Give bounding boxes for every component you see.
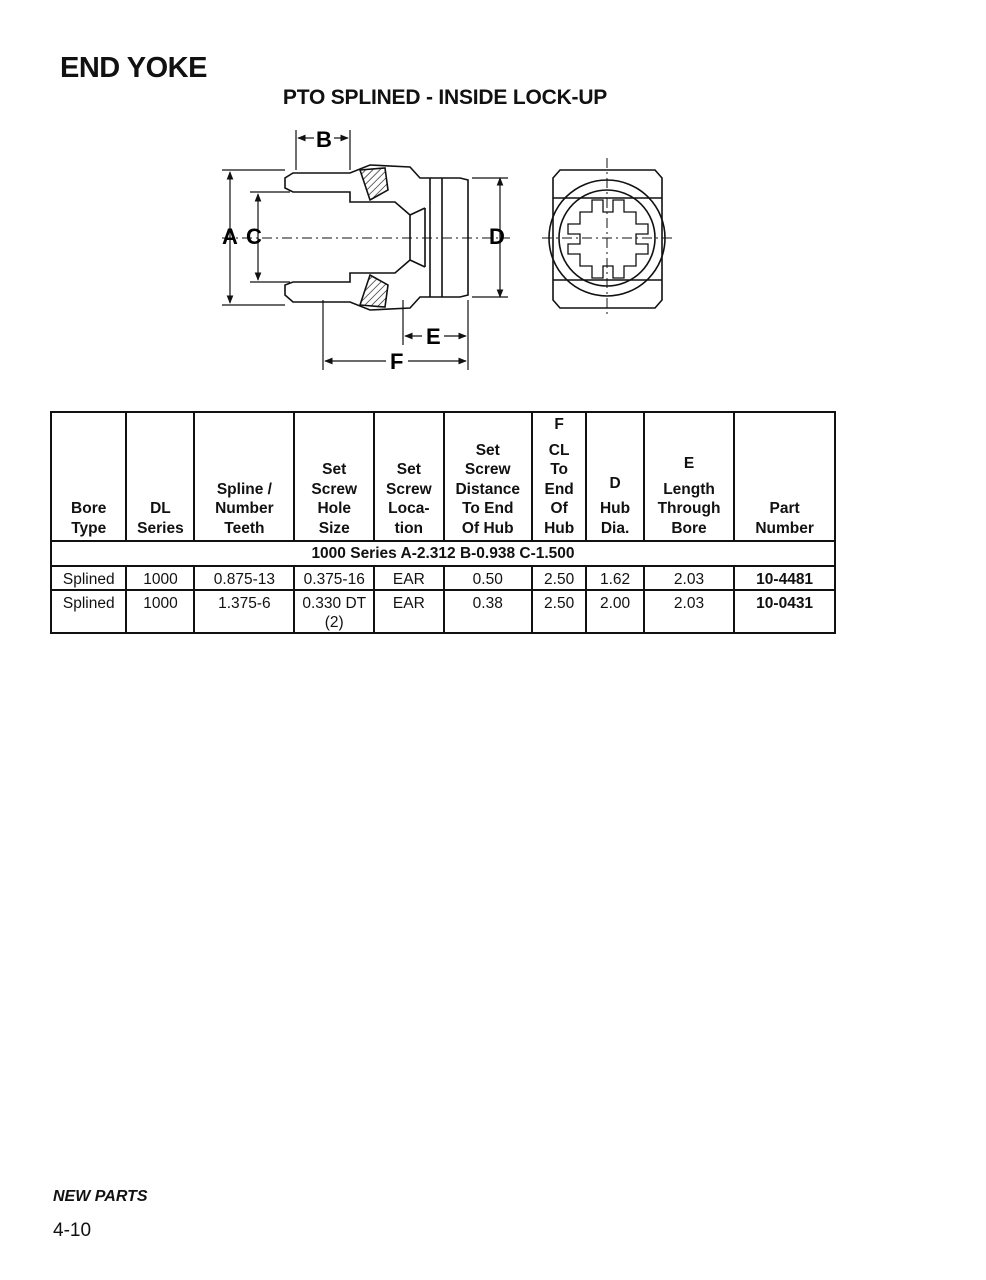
column-header [644,412,734,541]
column-header [126,412,194,541]
part-number-cell: 10-0431 [734,590,835,633]
column-label-line: Size [318,519,350,537]
column-label-line: Screw [464,461,511,478]
table-cell: 2.00 [586,590,644,633]
table-cell: 2.03 [644,590,734,633]
table-cell: 0.375-16 [294,566,374,590]
table-cell: 1000 [126,566,194,590]
table-row [51,590,835,633]
diagram-label-b: B [316,127,332,152]
column-code: F [554,416,564,433]
column-label-line: Screw [311,480,358,498]
column-label-line: Of Hub [461,519,514,537]
column-label-line: Teeth [224,519,265,537]
column-label-line: Through [657,500,721,517]
column-label-line: Set [475,441,500,459]
column-code: E [683,455,695,472]
dimension-lines [222,130,508,370]
column-header [294,412,374,541]
column-label-line: Hole [317,500,352,517]
side-view [222,165,510,310]
series-group-label: 1000 Series A-2.312 B-0.938 C-1.500 [51,541,835,566]
part-number-cell: 10-4481 [734,566,835,590]
column-label-line: DL [150,500,171,517]
column-label-line: Part [769,500,800,517]
column-label-line: Distance [455,480,521,498]
diagram-label-c: C [246,224,262,249]
table-cell: 1.62 [586,566,644,590]
column-label-line: Bore [71,500,107,517]
table-cell: 0.38 [444,590,532,633]
column-header [374,412,443,541]
end-view [542,158,672,315]
column-label-line: Bore [671,519,707,537]
column-label-line: To End [462,500,514,517]
table-cell: 1.375-6 [194,590,294,633]
diagram-label-d: D [489,224,505,249]
column-label-line: Length [663,480,715,498]
column-label-line: Number [755,519,814,537]
spec-table [50,411,836,634]
column-label-line: Screw [386,480,432,498]
column-label-line: Spline / [216,480,272,498]
column-code: D [609,474,621,492]
table-cell: EAR [374,590,443,633]
column-label-line: Series [137,519,184,537]
column-label-line: Dia. [600,519,630,537]
column-label-line: Number [215,500,274,517]
column-header [734,412,835,541]
table-cell: Splined [51,590,126,633]
page-number: 4-10 [53,1220,92,1241]
table-cell: Splined [51,566,126,590]
header-row [51,412,835,541]
column-header [586,412,644,541]
column-label-line: Of [550,500,568,517]
end-yoke-drawing [210,120,680,380]
table-cell: 2.50 [532,590,586,633]
column-header [194,412,294,541]
diagram-label-a: A [222,224,238,249]
table-cell: 2.03 [644,566,734,590]
table-row [51,566,835,590]
footer-label: NEW PARTS [53,1188,148,1205]
table-cell: 0.330 DT (2) [294,590,374,633]
table-cell: 0.875-13 [194,566,294,590]
column-label-line: Loca- [388,500,430,517]
column-label-line: Set [322,461,347,478]
column-header [51,412,126,541]
column-label-line: tion [394,519,424,537]
column-label-line: Hub [544,519,575,537]
column-label-line: Set [396,461,421,478]
column-label-line: CL [548,441,570,459]
table-cell: 0.50 [444,566,532,590]
page-title: END YOKE [60,52,207,84]
column-label-line: Type [71,519,107,537]
page-subtitle: PTO SPLINED - INSIDE LOCK-UP [282,86,608,109]
table-cell: 2.50 [532,566,586,590]
diagram-label-e: E [426,324,441,349]
column-label-line: End [544,480,574,498]
table-cell: 1000 [126,590,194,633]
diagram-label-f: F [390,349,404,374]
column-label-line: Hub [599,500,631,517]
column-header [444,412,532,541]
table-cell: EAR [374,566,443,590]
column-label-line: To [550,461,569,478]
column-header [532,412,586,541]
series-group-row [51,541,835,566]
